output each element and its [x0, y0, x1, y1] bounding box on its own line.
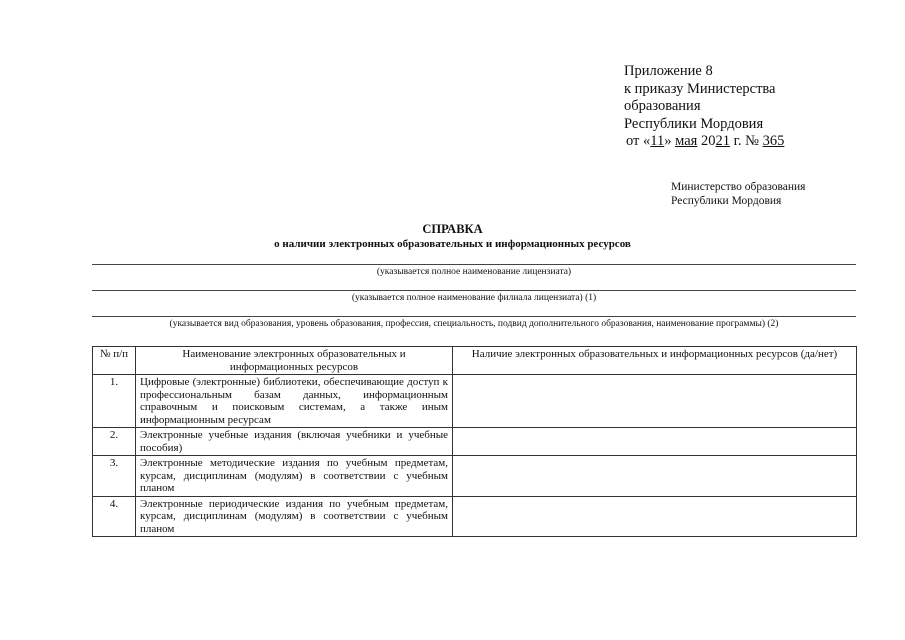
row-name: Электронные периодические издания по учебным предметам, курсам, дисциплинам (модулям) в соответствии с учебным планом — [136, 496, 453, 537]
row-availability[interactable] — [453, 375, 857, 428]
header-availability: Наличие электронных образовательных и информационных ресурсов (да/нет) — [453, 347, 857, 375]
row-availability[interactable] — [453, 456, 857, 497]
row-name: Электронные учебные издания (включая учебники и учебные пособия) — [136, 428, 453, 456]
order-month: мая — [675, 133, 698, 149]
row-num: 1. — [93, 375, 136, 428]
resources-table — [92, 346, 857, 537]
row-num: 3. — [93, 456, 136, 497]
table-row — [93, 456, 857, 497]
licensee-fill-line — [92, 264, 856, 265]
table-row — [93, 428, 857, 456]
row-availability[interactable] — [453, 428, 857, 456]
program-fill-line — [92, 316, 856, 317]
year-prefix: 20 — [697, 133, 716, 149]
row-num: 2. — [93, 428, 136, 456]
appendix-block — [624, 63, 784, 151]
table-row — [93, 496, 857, 537]
document-subtitle: о наличии электронных образовательных и информационных ресурсов — [274, 238, 631, 250]
date-prefix: от « — [626, 133, 651, 149]
header-name: Наименование электронных образовательных и информационных ресурсов — [136, 347, 453, 375]
date-sep-1: » — [664, 133, 676, 149]
date-sep-2: г. № — [729, 133, 763, 149]
order-day: 11 — [650, 133, 665, 149]
appendix-line-1: Приложение 8 — [624, 63, 713, 79]
order-date-line — [626, 133, 784, 151]
branch-caption: (указывается полное наименование филиала лицензиата) (1) — [351, 293, 597, 303]
branch-fill-line — [92, 290, 856, 291]
row-name: Цифровые (электронные) библиотеки, обеспечивающие доступ к профессиональным базам данных, информационным справочным и поисковым системам, а также иным информационным ресурсам — [136, 375, 453, 428]
appendix-line-3: образования — [624, 98, 701, 114]
appendix-line-4: Республики Мордовия — [624, 115, 764, 132]
recipient-block — [671, 180, 805, 208]
table-row — [93, 375, 857, 428]
header-num: № п/п — [93, 347, 136, 375]
table-header-row — [93, 347, 857, 375]
order-year: 21 — [715, 133, 730, 149]
row-num: 4. — [93, 496, 136, 537]
recipient-line-2: Республики Мордовия — [671, 195, 782, 207]
document-title: СПРАВКА — [422, 222, 483, 236]
row-availability[interactable] — [453, 496, 857, 537]
recipient-line-1: Министерство образования — [671, 181, 806, 193]
licensee-caption: (указывается полное наименование лицензиата) — [376, 267, 572, 277]
appendix-line-2: к приказу Министерства — [624, 80, 776, 97]
program-caption: (указывается вид образования, уровень образования, профессия, специальность, подвид дополнительного образования, наименование программы) (2) — [169, 319, 779, 329]
row-name: Электронные методические издания по учебным предметам, курсам, дисциплинам (модулям) в соответствии с учебным планом — [136, 456, 453, 497]
order-number: 365 — [762, 133, 785, 149]
